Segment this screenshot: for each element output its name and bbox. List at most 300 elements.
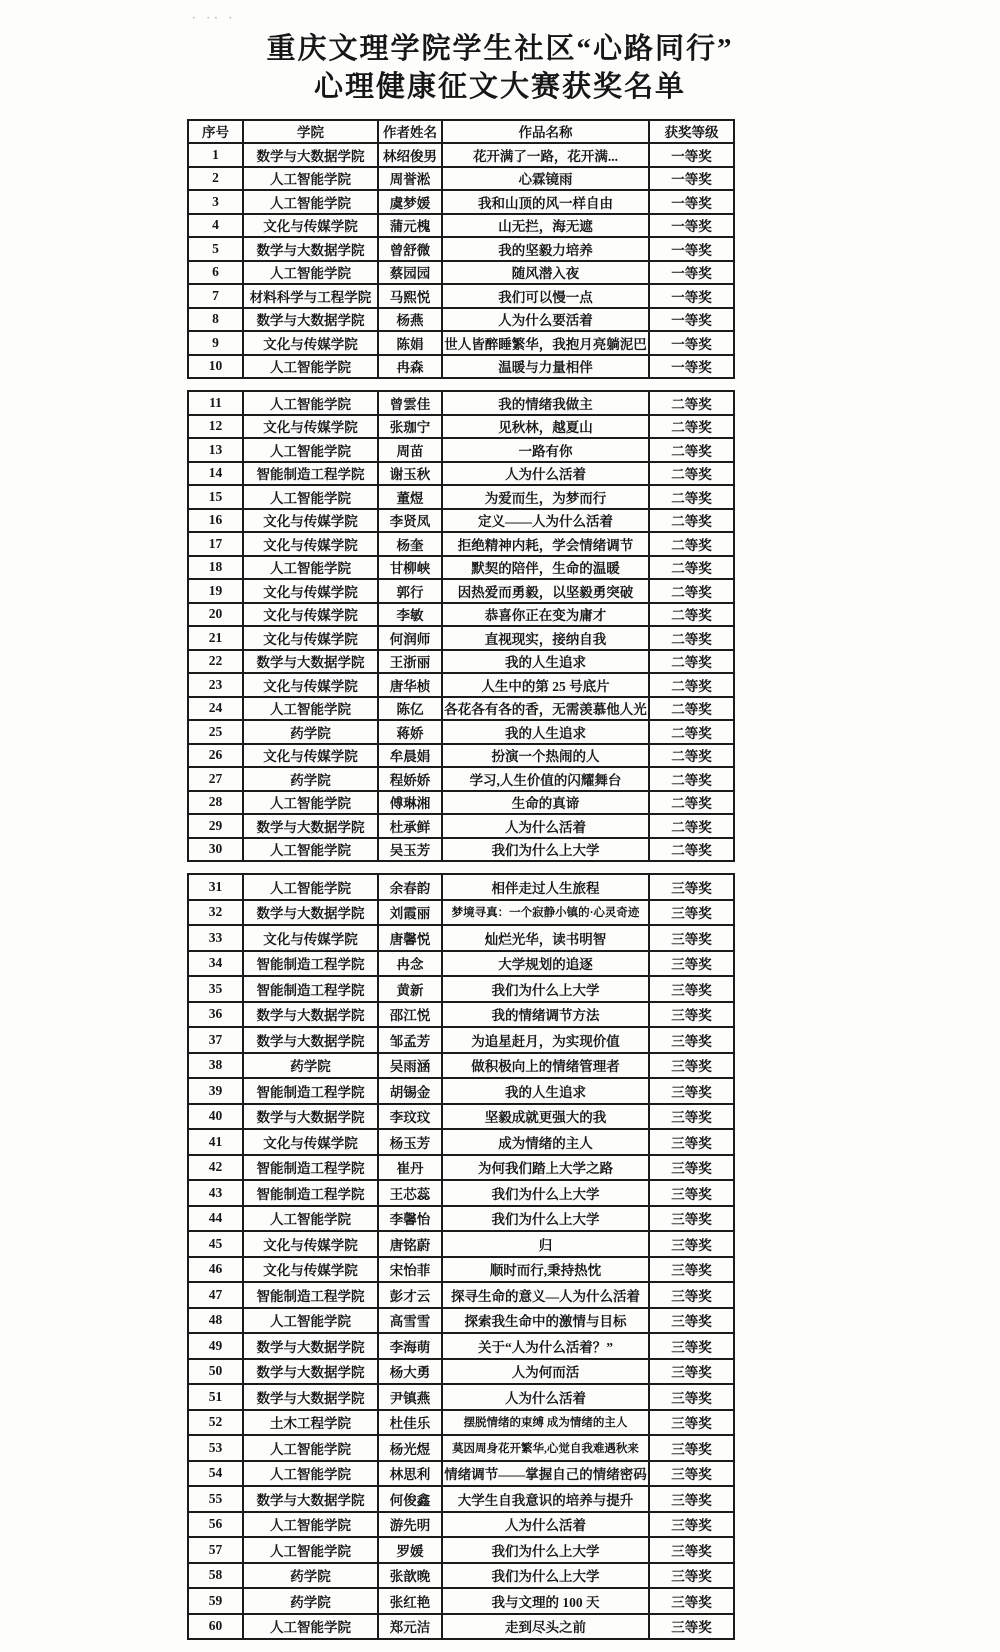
table-row (188, 1104, 734, 1130)
cell-college: 人工智能学院 (243, 190, 378, 214)
cell-author: 刘霞丽 (378, 900, 442, 926)
cell-college: 文化与传媒学院 (243, 673, 378, 697)
cell-no: 44 (188, 1206, 243, 1232)
cell-no: 19 (188, 579, 243, 603)
cell-no: 51 (188, 1384, 243, 1410)
cell-no: 12 (188, 415, 243, 439)
table-row (188, 1257, 734, 1283)
cell-author: 杨大勇 (378, 1359, 442, 1385)
cell-award-level: 一等奖 (649, 237, 734, 261)
cell-work-title: 因热爱而勇毅，以坚毅勇突破 (442, 579, 649, 603)
cell-no: 21 (188, 626, 243, 650)
table-row (188, 838, 734, 862)
table-row (188, 167, 734, 191)
cell-no: 58 (188, 1563, 243, 1589)
cell-work-title: 定义——人为什么活着 (442, 509, 649, 533)
cell-no: 43 (188, 1180, 243, 1206)
cell-author: 董煜 (378, 485, 442, 509)
cell-award-level: 二等奖 (649, 509, 734, 533)
cell-author: 何润师 (378, 626, 442, 650)
cell-award-level: 二等奖 (649, 791, 734, 815)
header-no: 序号 (188, 120, 243, 144)
cell-college: 药学院 (243, 767, 378, 791)
cell-work-title: 我的人生追求 (442, 650, 649, 674)
cell-college: 数学与大数据学院 (243, 1002, 378, 1028)
cell-college: 数学与大数据学院 (243, 1359, 378, 1385)
cell-author: 崔丹 (378, 1155, 442, 1181)
cell-college: 人工智能学院 (243, 556, 378, 580)
cell-no: 33 (188, 925, 243, 951)
cell-work-title: 做积极向上的情绪管理者 (442, 1053, 649, 1079)
cell-no: 11 (188, 391, 243, 415)
cell-no: 37 (188, 1027, 243, 1053)
table-row (188, 697, 734, 721)
cell-no: 27 (188, 767, 243, 791)
table-row (188, 485, 734, 509)
table-row (188, 1282, 734, 1308)
cell-work-title: 我们为什么上大学 (442, 976, 649, 1002)
cell-work-title: 花开满了一路，花开满... (442, 143, 649, 167)
cell-author: 谢玉秋 (378, 462, 442, 486)
cell-author: 宋怡菲 (378, 1257, 442, 1283)
table-row (188, 951, 734, 977)
cell-no: 48 (188, 1308, 243, 1334)
cell-author: 余春韵 (378, 874, 442, 900)
cell-work-title: 大学规划的追逐 (442, 951, 649, 977)
cell-author: 何俊鑫 (378, 1486, 442, 1512)
cell-author: 郑元洁 (378, 1614, 442, 1640)
cell-author: 蒋娇 (378, 720, 442, 744)
cell-no: 2 (188, 167, 243, 191)
cell-author: 杜承鲜 (378, 814, 442, 838)
cell-award-level: 二等奖 (649, 462, 734, 486)
cell-college: 数学与大数据学院 (243, 900, 378, 926)
cell-award-level: 二等奖 (649, 438, 734, 462)
cell-author: 甘柳峡 (378, 556, 442, 580)
table-row (188, 331, 734, 355)
cell-no: 36 (188, 1002, 243, 1028)
cell-award-level: 三等奖 (649, 951, 734, 977)
cell-work-title: 我们为什么上大学 (442, 838, 649, 862)
cell-award-level: 一等奖 (649, 284, 734, 308)
cell-author: 曾舒微 (378, 237, 442, 261)
cell-no: 26 (188, 744, 243, 768)
cell-author: 郭行 (378, 579, 442, 603)
table-row (188, 355, 734, 379)
cell-college: 土木工程学院 (243, 1410, 378, 1436)
cell-no: 47 (188, 1282, 243, 1308)
table-row (188, 1512, 734, 1538)
table-row (188, 1563, 734, 1589)
cell-award-level: 三等奖 (649, 1384, 734, 1410)
table-row (188, 900, 734, 926)
cell-no: 14 (188, 462, 243, 486)
cell-work-title: 我的情绪我做主 (442, 391, 649, 415)
cell-college: 数学与大数据学院 (243, 143, 378, 167)
cell-author: 冉念 (378, 951, 442, 977)
cell-no: 57 (188, 1537, 243, 1563)
cell-award-level: 三等奖 (649, 1206, 734, 1232)
cell-author: 牟晨娟 (378, 744, 442, 768)
awards-table-first-prize (187, 119, 735, 380)
cell-college: 智能制造工程学院 (243, 1282, 378, 1308)
cell-no: 42 (188, 1155, 243, 1181)
page-title (0, 0, 1000, 107)
cell-work-title: 默契的陪伴，生命的温暖 (442, 556, 649, 580)
header-award-level: 获奖等级 (649, 120, 734, 144)
cell-work-title: 我们为什么上大学 (442, 1537, 649, 1563)
cell-award-level: 二等奖 (649, 415, 734, 439)
cell-college: 文化与传媒学院 (243, 532, 378, 556)
cell-author: 陈亿 (378, 697, 442, 721)
cell-work-title: 人为什么活着 (442, 814, 649, 838)
cell-college: 文化与传媒学院 (243, 214, 378, 238)
cell-college: 人工智能学院 (243, 1435, 378, 1461)
cell-work-title: 灿烂光华，读书明智 (442, 925, 649, 951)
header-author: 作者姓名 (378, 120, 442, 144)
cell-college: 人工智能学院 (243, 438, 378, 462)
cell-author: 杨奎 (378, 532, 442, 556)
cell-college: 智能制造工程学院 (243, 1155, 378, 1181)
cell-college: 材料科学与工程学院 (243, 284, 378, 308)
table-row (188, 579, 734, 603)
cell-no: 60 (188, 1614, 243, 1640)
table-row (188, 1231, 734, 1257)
cell-author: 周苗 (378, 438, 442, 462)
cell-no: 56 (188, 1512, 243, 1538)
cell-no: 23 (188, 673, 243, 697)
table-row (188, 308, 734, 332)
cell-work-title: 走到尽头之前 (442, 1614, 649, 1640)
cell-author: 张红艳 (378, 1588, 442, 1614)
header-college: 学院 (243, 120, 378, 144)
header-work-title: 作品名称 (442, 120, 649, 144)
cell-no: 49 (188, 1333, 243, 1359)
cell-work-title: 关于“人为什么活着？” (442, 1333, 649, 1359)
cell-work-title: 梦境寻真：一个寂静小镇的·心灵奇迹 (442, 900, 649, 926)
cell-college: 人工智能学院 (243, 167, 378, 191)
table-row (188, 1614, 734, 1640)
cell-work-title: 温暖与力量相伴 (442, 355, 649, 379)
cell-work-title: 大学生自我意识的培养与提升 (442, 1486, 649, 1512)
cell-award-level: 二等奖 (649, 814, 734, 838)
table-row (188, 1206, 734, 1232)
cell-award-level: 二等奖 (649, 579, 734, 603)
cell-award-level: 三等奖 (649, 925, 734, 951)
cell-no: 40 (188, 1104, 243, 1130)
cell-award-level: 一等奖 (649, 214, 734, 238)
cell-college: 数学与大数据学院 (243, 1027, 378, 1053)
cell-award-level: 一等奖 (649, 355, 734, 379)
cell-college: 文化与传媒学院 (243, 1129, 378, 1155)
table-row (188, 1155, 734, 1181)
cell-work-title: 拒绝精神内耗，学会情绪调节 (442, 532, 649, 556)
cell-college: 数学与大数据学院 (243, 237, 378, 261)
cell-author: 李敏 (378, 603, 442, 627)
cell-work-title: 为爱而生，为梦而行 (442, 485, 649, 509)
table-row (188, 1308, 734, 1334)
cell-college: 药学院 (243, 1563, 378, 1589)
page-title-line2: 心理健康征文大赛获奖名单 (313, 71, 686, 104)
cell-no: 17 (188, 532, 243, 556)
cell-author: 王浙丽 (378, 650, 442, 674)
cell-author: 张歆晚 (378, 1563, 442, 1589)
cell-award-level: 三等奖 (649, 900, 734, 926)
cell-work-title: 为何我们踏上大学之路 (442, 1155, 649, 1181)
cell-college: 智能制造工程学院 (243, 1180, 378, 1206)
scan-noise-mark: · ·· · (192, 12, 237, 24)
cell-no: 9 (188, 331, 243, 355)
cell-work-title: 坚毅成就更强大的我 (442, 1104, 649, 1130)
table-row (188, 650, 734, 674)
cell-no: 15 (188, 485, 243, 509)
cell-author: 邵江悦 (378, 1002, 442, 1028)
cell-work-title: 我的情绪调节方法 (442, 1002, 649, 1028)
cell-author: 傅琳湘 (378, 791, 442, 815)
cell-author: 陈娟 (378, 331, 442, 355)
cell-no: 1 (188, 143, 243, 167)
cell-college: 人工智能学院 (243, 1512, 378, 1538)
cell-work-title: 人生中的第 25 号底片 (442, 673, 649, 697)
cell-no: 59 (188, 1588, 243, 1614)
table-row (188, 814, 734, 838)
cell-no: 54 (188, 1461, 243, 1487)
cell-work-title: 恭喜你正在变为庸才 (442, 603, 649, 627)
cell-author: 程娇娇 (378, 767, 442, 791)
table-row (188, 976, 734, 1002)
cell-author: 杨燕 (378, 308, 442, 332)
cell-award-level: 三等奖 (649, 1053, 734, 1079)
cell-award-level: 二等奖 (649, 767, 734, 791)
cell-award-level: 三等奖 (649, 1027, 734, 1053)
cell-author: 胡锡金 (378, 1078, 442, 1104)
cell-no: 30 (188, 838, 243, 862)
table-row (188, 556, 734, 580)
cell-college: 药学院 (243, 720, 378, 744)
cell-no: 10 (188, 355, 243, 379)
cell-college: 人工智能学院 (243, 1206, 378, 1232)
cell-no: 4 (188, 214, 243, 238)
awards-table-third-prize (187, 873, 735, 1640)
cell-college: 人工智能学院 (243, 1537, 378, 1563)
cell-college: 人工智能学院 (243, 838, 378, 862)
cell-work-title: 山无拦，海无遮 (442, 214, 649, 238)
cell-award-level: 三等奖 (649, 1308, 734, 1334)
cell-college: 药学院 (243, 1588, 378, 1614)
table-row (188, 1461, 734, 1487)
cell-author: 李海萌 (378, 1333, 442, 1359)
table-row (188, 1384, 734, 1410)
cell-work-title: 我们可以慢一点 (442, 284, 649, 308)
cell-author: 王芯蕊 (378, 1180, 442, 1206)
cell-work-title: 我和山顶的风一样自由 (442, 190, 649, 214)
cell-work-title: 人为何而活 (442, 1359, 649, 1385)
cell-author: 高雪雪 (378, 1308, 442, 1334)
page-title-line1: 重庆文理学院学生社区“心路同行” (266, 33, 734, 65)
cell-no: 50 (188, 1359, 243, 1385)
cell-no: 55 (188, 1486, 243, 1512)
cell-college: 数学与大数据学院 (243, 650, 378, 674)
cell-no: 41 (188, 1129, 243, 1155)
cell-work-title: 人为什么活着 (442, 1512, 649, 1538)
cell-award-level: 三等奖 (649, 1257, 734, 1283)
cell-award-level: 三等奖 (649, 1333, 734, 1359)
cell-award-level: 三等奖 (649, 1614, 734, 1640)
table-row (188, 1435, 734, 1461)
cell-author: 杜佳乐 (378, 1410, 442, 1436)
cell-college: 人工智能学院 (243, 1461, 378, 1487)
cell-work-title: 随风潜入夜 (442, 261, 649, 285)
cell-no: 31 (188, 874, 243, 900)
table-row (188, 214, 734, 238)
cell-author: 彭才云 (378, 1282, 442, 1308)
table-row (188, 874, 734, 900)
cell-author: 李贤凤 (378, 509, 442, 533)
cell-award-level: 二等奖 (649, 556, 734, 580)
cell-author: 唐馨悦 (378, 925, 442, 951)
cell-college: 文化与传媒学院 (243, 509, 378, 533)
cell-award-level: 二等奖 (649, 838, 734, 862)
cell-no: 53 (188, 1435, 243, 1461)
cell-work-title: 人为什么要活着 (442, 308, 649, 332)
cell-college: 文化与传媒学院 (243, 744, 378, 768)
cell-no: 5 (188, 237, 243, 261)
table-row (188, 532, 734, 556)
awards-table-second-prize (187, 390, 735, 862)
table-row (188, 1333, 734, 1359)
cell-award-level: 三等奖 (649, 874, 734, 900)
cell-no: 22 (188, 650, 243, 674)
cell-award-level: 三等奖 (649, 1512, 734, 1538)
table-row (188, 1053, 734, 1079)
table-row (188, 391, 734, 415)
cell-author: 曾雲佳 (378, 391, 442, 415)
cell-no: 7 (188, 284, 243, 308)
table-row (188, 1027, 734, 1053)
cell-work-title: 我们为什么上大学 (442, 1563, 649, 1589)
cell-no: 52 (188, 1410, 243, 1436)
table-row (188, 744, 734, 768)
table-row (188, 925, 734, 951)
cell-college: 智能制造工程学院 (243, 1078, 378, 1104)
cell-work-title: 各花各有各的香，无需羡慕他人光 (442, 697, 649, 721)
table-row (188, 1129, 734, 1155)
table-row (188, 1537, 734, 1563)
cell-author: 邹孟芳 (378, 1027, 442, 1053)
cell-no: 39 (188, 1078, 243, 1104)
cell-work-title: 情绪调节——掌握自己的情绪密码 (442, 1461, 649, 1487)
cell-no: 46 (188, 1257, 243, 1283)
cell-no: 28 (188, 791, 243, 815)
cell-award-level: 三等奖 (649, 1231, 734, 1257)
cell-author: 马熙悦 (378, 284, 442, 308)
table-row (188, 626, 734, 650)
cell-college: 数学与大数据学院 (243, 1384, 378, 1410)
cell-award-level: 三等奖 (649, 1002, 734, 1028)
cell-author: 冉森 (378, 355, 442, 379)
cell-award-level: 二等奖 (649, 697, 734, 721)
cell-author: 吴玉芳 (378, 838, 442, 862)
cell-college: 人工智能学院 (243, 874, 378, 900)
cell-no: 32 (188, 900, 243, 926)
table-row (188, 1180, 734, 1206)
cell-college: 文化与传媒学院 (243, 331, 378, 355)
cell-college: 文化与传媒学院 (243, 603, 378, 627)
cell-college: 文化与传媒学院 (243, 925, 378, 951)
table-row (188, 791, 734, 815)
cell-award-level: 一等奖 (649, 331, 734, 355)
table-row (188, 1588, 734, 1614)
cell-no: 29 (188, 814, 243, 838)
table-row (188, 143, 734, 167)
table-row (188, 462, 734, 486)
table-row (188, 1359, 734, 1385)
cell-college: 人工智能学院 (243, 697, 378, 721)
cell-college: 智能制造工程学院 (243, 951, 378, 977)
table-row (188, 1002, 734, 1028)
cell-author: 林思利 (378, 1461, 442, 1487)
cell-work-title: 为追星赶月，为实现价值 (442, 1027, 649, 1053)
cell-no: 18 (188, 556, 243, 580)
table-row (188, 438, 734, 462)
cell-work-title: 心霖镜雨 (442, 167, 649, 191)
cell-college: 数学与大数据学院 (243, 814, 378, 838)
cell-author: 虞梦媛 (378, 190, 442, 214)
cell-college: 文化与传媒学院 (243, 1257, 378, 1283)
cell-work-title: 我们为什么上大学 (442, 1180, 649, 1206)
cell-work-title: 探索我生命中的激情与目标 (442, 1308, 649, 1334)
cell-work-title: 扮演一个热闹的人 (442, 744, 649, 768)
cell-no: 34 (188, 951, 243, 977)
cell-award-level: 二等奖 (649, 485, 734, 509)
cell-college: 文化与传媒学院 (243, 1231, 378, 1257)
cell-work-title: 人为什么活着 (442, 462, 649, 486)
cell-award-level: 三等奖 (649, 1563, 734, 1589)
award-tables (0, 119, 1000, 1641)
cell-college: 数学与大数据学院 (243, 308, 378, 332)
table-row (188, 767, 734, 791)
table-row (188, 1486, 734, 1512)
cell-work-title: 一路有你 (442, 438, 649, 462)
cell-work-title: 相伴走过人生旅程 (442, 874, 649, 900)
cell-no: 38 (188, 1053, 243, 1079)
cell-award-level: 二等奖 (649, 650, 734, 674)
table-row (188, 673, 734, 697)
table-row (188, 1078, 734, 1104)
cell-award-level: 三等奖 (649, 1282, 734, 1308)
cell-college: 智能制造工程学院 (243, 976, 378, 1002)
cell-author: 李玟玟 (378, 1104, 442, 1130)
cell-work-title: 直视现实，接纳自我 (442, 626, 649, 650)
table-row (188, 284, 734, 308)
table-row (188, 603, 734, 627)
cell-author: 吴雨涵 (378, 1053, 442, 1079)
cell-no: 25 (188, 720, 243, 744)
cell-award-level: 三等奖 (649, 1410, 734, 1436)
cell-author: 游先明 (378, 1512, 442, 1538)
cell-author: 林绍俊男 (378, 143, 442, 167)
table-row (188, 261, 734, 285)
table-row (188, 190, 734, 214)
cell-author: 罗媛 (378, 1537, 442, 1563)
cell-award-level: 一等奖 (649, 143, 734, 167)
cell-no: 8 (188, 308, 243, 332)
cell-college: 人工智能学院 (243, 261, 378, 285)
cell-work-title: 探寻生命的意义—人为什么活着 (442, 1282, 649, 1308)
cell-college: 人工智能学院 (243, 391, 378, 415)
cell-work-title: 成为情绪的主人 (442, 1129, 649, 1155)
cell-no: 13 (188, 438, 243, 462)
